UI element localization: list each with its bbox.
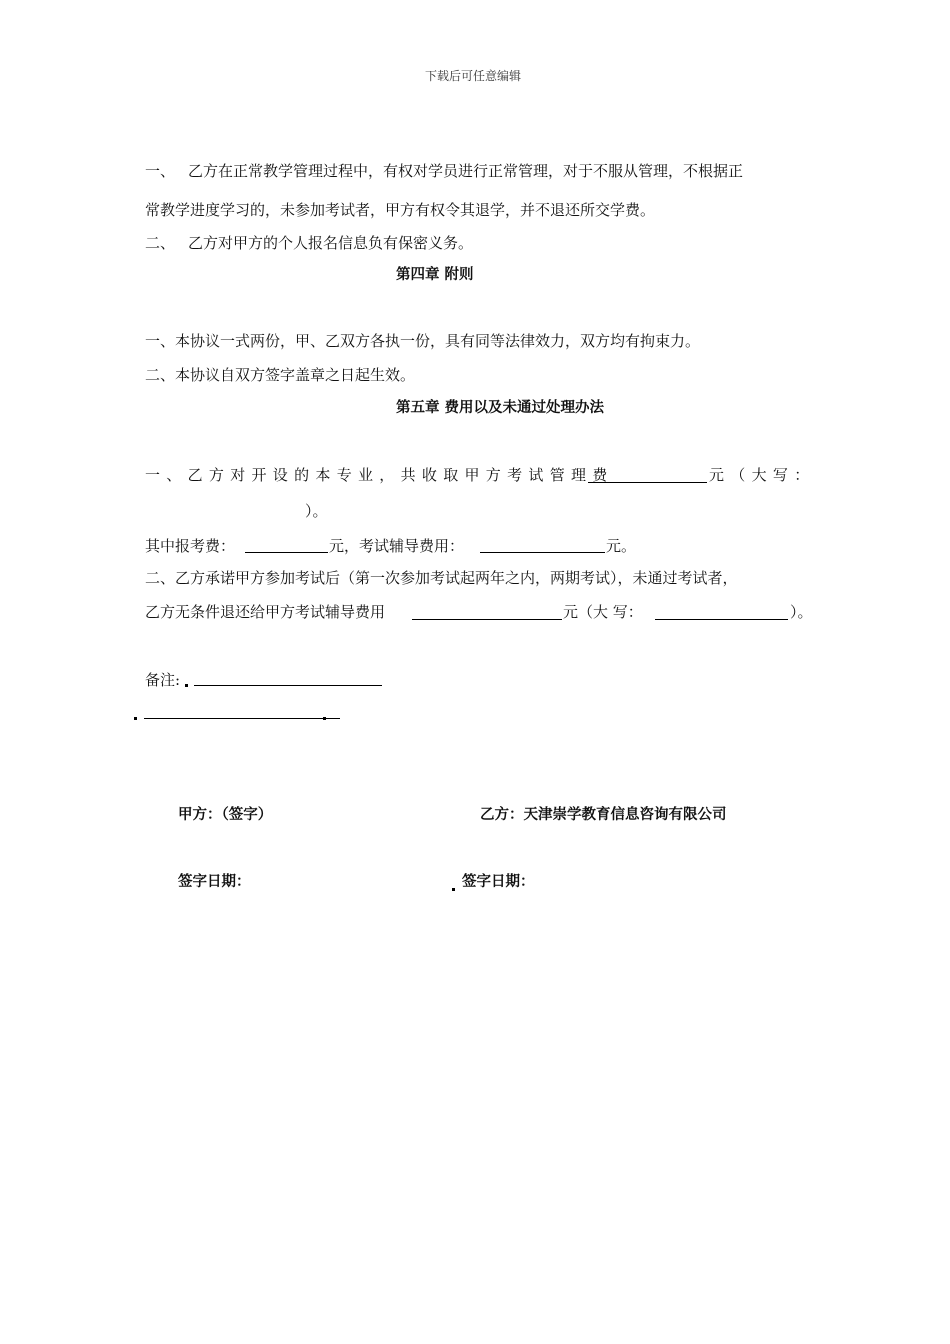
remarks-blank-line2 bbox=[144, 718, 340, 719]
section3-item1-prefix: 一、 bbox=[145, 162, 176, 180]
tutor-fee-unit: 元。 bbox=[606, 537, 637, 555]
chapter4-title: 第四章 附则 bbox=[396, 267, 474, 283]
section3-item1-line2: 常教学进度学习的，未参加考试者，甲方有权令其退学，并不退还所交学费。 bbox=[145, 201, 656, 219]
exam-fee-unit: 元，考试辅导费用： bbox=[329, 537, 465, 555]
refund-amount-words-blank bbox=[655, 619, 788, 620]
party-b-name: 乙方：天津崇学教育信息咨询有限公司 bbox=[480, 807, 727, 823]
fee-line-unit: 元（大写： bbox=[709, 466, 816, 484]
party-a-signature: 甲方：（签字） bbox=[178, 807, 273, 823]
date-dot bbox=[452, 888, 455, 891]
refund-amount-blank bbox=[412, 619, 562, 620]
fee-line-close: ）。 bbox=[305, 502, 328, 520]
chapter4-item1: 一、本协议一式两份，甲、乙双方各执一份，具有同等法律效力，双方均有拘束力。 bbox=[145, 332, 701, 350]
chapter5-title: 第五章 费用以及未通过处理办法 bbox=[396, 400, 605, 416]
section3-item2-text: 乙方对甲方的个人报名信息负有保密义务。 bbox=[188, 234, 474, 252]
remarks-dot-left bbox=[134, 717, 137, 720]
section3-item2-prefix: 二、 bbox=[145, 234, 176, 252]
remarks-blank-line1 bbox=[194, 685, 382, 686]
refund-line1: 二、乙方承诺甲方参加考试后（第一次参加考试起两年之内，两期考试），未通过考试者， bbox=[145, 569, 738, 587]
party-a-date-label: 签字日期： bbox=[178, 874, 251, 890]
party-b-date-label: 签字日期： bbox=[462, 874, 535, 890]
page-header-note: 下载后可任意编辑 bbox=[425, 69, 522, 83]
refund-line2-close: ）。 bbox=[790, 603, 813, 621]
fee-amount-blank bbox=[588, 482, 707, 483]
remarks-label: 备注: bbox=[145, 671, 181, 689]
tutor-fee-blank bbox=[480, 552, 605, 553]
chapter4-item2: 二、本协议自双方签字盖章之日起生效。 bbox=[145, 366, 416, 384]
exam-fee-label: 其中报考费： bbox=[145, 537, 236, 555]
refund-line2-prefix: 乙方无条件退还给甲方考试辅导费用 bbox=[145, 603, 386, 621]
section3-item1-line1: 乙方在正常教学管理过程中，有权对学员进行正常管理，对于不服从管理，不根据正 bbox=[188, 162, 744, 180]
fee-line-prefix: 一、乙方对开设的本专业，共收取甲方考试管理费 bbox=[145, 466, 614, 484]
remarks-dot bbox=[185, 684, 188, 687]
remarks-dot-right bbox=[323, 717, 326, 720]
refund-line2-unit: 元（大 写： bbox=[563, 603, 643, 621]
exam-fee-blank bbox=[245, 552, 328, 553]
